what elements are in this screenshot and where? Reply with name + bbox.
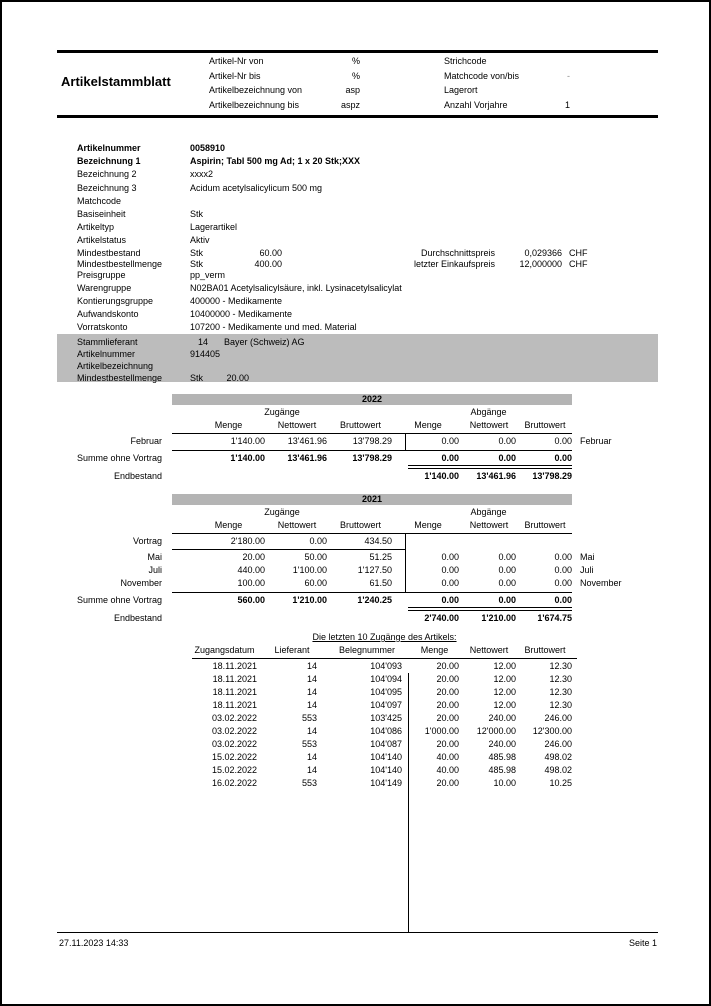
table-cell: 12.30 [549, 674, 572, 684]
table-cell: 0.00 [554, 578, 572, 588]
column-header: Nettowert [469, 645, 509, 655]
detail-label: Bezeichnung 3 [77, 183, 137, 193]
column-header: Belegnummer [338, 645, 396, 655]
table-cell: 0.00 [498, 436, 516, 446]
table-cell-endbestand: 2'740.00 [424, 613, 459, 623]
table-cell-endbestand: 13'461.96 [476, 471, 516, 481]
table-cell: 16.02.2022 [211, 778, 257, 788]
table-cell: 15.02.2022 [211, 765, 257, 775]
table-cell: 553 [301, 739, 317, 749]
table-cell: 104'086 [370, 726, 402, 736]
column-header: Bruttowert [524, 520, 566, 530]
table-cell-sum: 560.00 [237, 595, 265, 605]
qty-value: 400.00 [254, 259, 282, 269]
table-cell: 20.00 [436, 700, 459, 710]
row-label-month: November [120, 578, 162, 588]
table-cell: 20.00 [436, 661, 459, 671]
currency-label: CHF [569, 259, 588, 269]
supplier-artno-label: Artikelnummer [77, 349, 136, 359]
detail-label: Mindestbestand [77, 248, 141, 258]
table-cell: 104'095 [370, 687, 402, 697]
detail-value: Stk [190, 209, 204, 219]
header-bottom-rule [57, 115, 658, 118]
table-cell: 0.00 [441, 436, 459, 446]
table-cell: 12.30 [549, 700, 572, 710]
table-cell: 03.02.2022 [211, 739, 257, 749]
supplier-minorder-label: Mindestbestellmenge [77, 373, 163, 383]
table-cell: 12.00 [493, 674, 516, 684]
column-header: Menge [214, 520, 243, 530]
price-label: Durchschnittspreis [420, 248, 495, 258]
unit-value: Stk [190, 248, 204, 258]
table-cell: 103'425 [370, 713, 402, 723]
table-cell: 12'000.00 [476, 726, 516, 736]
table-cell-sum: 0.00 [498, 453, 516, 463]
table-cell: 0.00 [498, 565, 516, 575]
detail-value: Acidum acetylsalicylicum 500 mg [190, 183, 323, 193]
row-label-endbestand: Endbestand [113, 471, 162, 481]
table-cell-endbestand: 13'798.29 [532, 471, 572, 481]
table-cell: 12.00 [493, 700, 516, 710]
header-top-rule [57, 50, 658, 53]
table-cell: 14 [306, 687, 317, 697]
detail-label: Aufwandskonto [77, 309, 139, 319]
outflow-group-header: Abgänge [470, 407, 507, 417]
table-cell: 1'127.50 [357, 565, 392, 575]
table-cell: 40.00 [436, 765, 459, 775]
month-label-right: Juli [580, 565, 594, 575]
table-cell: 14 [306, 674, 317, 684]
table-cell: 13'798.29 [352, 436, 392, 446]
table-cell-sum: 1'140.00 [230, 453, 265, 463]
table-cell: 2'180.00 [230, 536, 265, 546]
detail-value: Aktiv [190, 235, 210, 245]
outflow-group-header: Abgänge [470, 507, 507, 517]
footer-rule [57, 932, 658, 933]
column-header: Menge [414, 520, 442, 530]
column-header: Nettowert [469, 420, 509, 430]
double-rule [408, 610, 572, 611]
detail-label: Artikelnummer [77, 143, 141, 153]
table-cell: 485.98 [488, 752, 516, 762]
detail-value: xxxx2 [190, 169, 214, 179]
table-cell-sum: 0.00 [441, 595, 459, 605]
year-band: 2022 [172, 394, 572, 405]
filter-value: 1 [564, 99, 570, 110]
table-cell: 246.00 [544, 739, 572, 749]
table-cell: 0.00 [554, 552, 572, 562]
row-label-month: Februar [130, 436, 162, 446]
filter-label: Anzahl Vorjahre [444, 99, 508, 110]
filter-label: Artikel-Nr von [209, 56, 264, 66]
table-cell: 10.25 [549, 778, 572, 788]
unit-value: Stk [190, 259, 204, 269]
detail-label: Mindestbestellmenge [77, 259, 163, 269]
table-cell: 14 [306, 661, 317, 671]
row-label-vortrag: Vortrag [132, 536, 162, 546]
detail-label: Preisgruppe [77, 270, 126, 280]
year-band: 2021 [172, 494, 572, 505]
table-cell-sum: 0.00 [441, 453, 459, 463]
table-cell: 14 [306, 765, 317, 775]
detail-label: Bezeichnung 2 [77, 169, 137, 179]
row-label-month: Mai [147, 552, 162, 562]
table-cell: 13'461.96 [287, 436, 327, 446]
table-cell: 20.00 [436, 739, 459, 749]
column-divider [405, 534, 406, 592]
filter-label: Artikelbezeichnung von [209, 85, 303, 95]
detail-label: Warengruppe [77, 283, 132, 293]
table-cell: 104'087 [370, 739, 402, 749]
table-cell: 240.00 [488, 739, 516, 749]
table-cell-sum: 13'798.29 [352, 453, 392, 463]
table-cell: 104'093 [370, 661, 402, 671]
double-rule [408, 465, 572, 466]
supplier-minorder-qty: 20.00 [226, 373, 249, 383]
filter-label: Matchcode von/bis [444, 70, 520, 81]
table-cell-sum: 1'210.00 [292, 595, 327, 605]
header-rule [172, 433, 572, 434]
detail-label: Bezeichnung 1 [77, 156, 141, 166]
table-cell: 20.00 [436, 687, 459, 697]
table-cell: 12.00 [493, 661, 516, 671]
table-cell: 240.00 [488, 713, 516, 723]
table-cell: 60.00 [304, 578, 327, 588]
detail-label: Artikelstatus [77, 235, 127, 245]
filter-value: % [351, 56, 360, 66]
table-cell: 51.25 [369, 552, 392, 562]
supplier-artno: 914405 [190, 349, 221, 359]
filter-value: % [351, 70, 360, 81]
table-cell: 61.50 [369, 578, 392, 588]
column-header: Bruttowert [339, 420, 381, 430]
supplier-desc-label: Artikelbezeichnung [77, 361, 154, 371]
table-cell: 104'140 [370, 752, 402, 762]
column-header: Zugangsdatum [194, 645, 255, 655]
table-cell: 0.00 [498, 578, 516, 588]
filter-label: Artikel-Nr bis [209, 70, 261, 81]
table-cell: 498.02 [544, 765, 572, 775]
table-cell: 104'140 [370, 765, 402, 775]
table-cell: 246.00 [544, 713, 572, 723]
table-cell: 50.00 [304, 552, 327, 562]
table-cell: 0.00 [554, 565, 572, 575]
column-header: Nettowert [277, 420, 317, 430]
table-cell: 20.00 [436, 713, 459, 723]
table-cell: 0.00 [498, 552, 516, 562]
header-rule [172, 533, 572, 534]
detail-label: Basiseinheit [77, 209, 126, 219]
column-header: Nettowert [277, 520, 317, 530]
table-cell: 485.98 [488, 765, 516, 775]
table-cell: 18.11.2021 [212, 661, 257, 671]
table-cell: 0.00 [309, 536, 327, 546]
detail-value: N02BA01 Acetylsalicylsäure, inkl. Lysinacetylsalicylat [190, 283, 402, 293]
price-value: 0,029366 [524, 248, 562, 258]
last-entries-header-rule [192, 658, 577, 659]
table-cell: 18.11.2021 [212, 674, 257, 684]
detail-value: pp_verm [190, 270, 226, 280]
column-header: Menge [420, 645, 449, 655]
table-cell: 03.02.2022 [211, 713, 257, 723]
column-header: Menge [414, 420, 442, 430]
column-header: Bruttowert [339, 520, 381, 530]
column-header: Lieferant [274, 645, 310, 655]
table-cell: 104'097 [370, 700, 402, 710]
footer-page-number: Seite 1 [628, 938, 657, 948]
detail-label: Kontierungsgruppe [77, 296, 154, 306]
vortrag-rule [172, 549, 405, 550]
table-cell: 12.00 [493, 687, 516, 697]
row-label-endbestand: Endbestand [113, 613, 162, 623]
table-cell: 12.30 [549, 661, 572, 671]
table-cell: 104'094 [370, 674, 402, 684]
supplier-number: 14 [197, 337, 208, 347]
table-cell: 03.02.2022 [211, 726, 257, 736]
detail-label: Vorratskonto [77, 322, 128, 332]
table-cell: 12.30 [549, 687, 572, 697]
table-cell: 0.00 [441, 552, 459, 562]
table-cell: 1'000.00 [424, 726, 459, 736]
table-cell-sum: 0.00 [554, 595, 572, 605]
table-cell: 0.00 [441, 565, 459, 575]
double-rule [408, 468, 572, 469]
footer-datetime: 27.11.2023 14:33 [59, 938, 129, 948]
table-cell-sum: 0.00 [554, 453, 572, 463]
qty-value: 60.00 [259, 248, 282, 258]
table-cell-sum: 13'461.96 [287, 453, 327, 463]
detail-label: Matchcode [77, 196, 122, 206]
double-rule [408, 607, 572, 608]
supplier-label: Stammlieferant [77, 337, 138, 347]
table-cell: 100.00 [237, 578, 265, 588]
filter-label: Artikelbezeichnung bis [209, 99, 300, 110]
filter-value: - [567, 70, 570, 81]
supplier-name: Bayer (Schweiz) AG [224, 337, 305, 347]
detail-value: 107200 - Medikamente und med. Material [190, 322, 357, 332]
row-label-month: Juli [148, 565, 162, 575]
table-cell: 14 [306, 700, 317, 710]
row-label-sum: Summe ohne Vortrag [76, 595, 162, 605]
table-cell: 440.00 [237, 565, 265, 575]
detail-value: Aspirin; Tabl 500 mg Ad; 1 x 20 Stk;XXX [190, 156, 361, 166]
table-cell: 20.00 [436, 778, 459, 788]
supplier-minorder-unit: Stk [190, 373, 204, 383]
column-header: Menge [214, 420, 243, 430]
month-label-right: November [580, 578, 622, 588]
detail-value: 10400000 - Medikamente [190, 309, 293, 319]
table-cell: 12'300.00 [532, 726, 572, 736]
table-cell: 553 [301, 713, 317, 723]
table-cell: 10.00 [493, 778, 516, 788]
currency-label: CHF [569, 248, 588, 258]
detail-value: 400000 - Medikamente [190, 296, 283, 306]
inflow-group-header: Zugänge [264, 407, 300, 417]
table-cell: 1'100.00 [292, 565, 327, 575]
month-label-right: Mai [580, 552, 595, 562]
month-label-right: Februar [580, 436, 612, 446]
filter-label: Strichcode [444, 56, 487, 66]
row-label-sum: Summe ohne Vortrag [76, 453, 162, 463]
table-cell-sum: 0.00 [498, 595, 516, 605]
last-entries-column-divider [408, 673, 409, 932]
table-cell: 20.00 [436, 674, 459, 684]
table-cell: 40.00 [436, 752, 459, 762]
table-cell: 553 [301, 778, 317, 788]
page-title: Artikelstammblatt [61, 74, 171, 89]
table-cell-endbestand: 1'140.00 [424, 471, 459, 481]
table-cell-sum: 1'240.25 [357, 595, 392, 605]
table-cell: 18.11.2021 [212, 700, 257, 710]
filter-value: asp [345, 85, 360, 95]
column-divider [405, 434, 406, 450]
column-header: Nettowert [469, 520, 509, 530]
table-cell: 18.11.2021 [212, 687, 257, 697]
column-header: Bruttowert [524, 420, 566, 430]
filter-label: Lagerort [444, 85, 478, 95]
table-cell: 0.00 [554, 436, 572, 446]
sum-rule [172, 450, 572, 451]
filter-value: aspz [340, 99, 360, 110]
table-cell: 14 [306, 726, 317, 736]
sum-rule [172, 592, 572, 593]
price-value: 12,000000 [519, 259, 562, 269]
table-cell: 1'140.00 [230, 436, 265, 446]
table-cell: 20.00 [242, 552, 265, 562]
last-entries-title: Die letzten 10 Zugänge des Artikels: [312, 632, 457, 642]
table-cell: 498.02 [544, 752, 572, 762]
detail-value: 0058910 [190, 143, 226, 153]
detail-value: Lagerartikel [190, 222, 238, 232]
detail-label: Artikeltyp [77, 222, 115, 232]
table-cell-endbestand: 1'674.75 [537, 613, 572, 623]
table-cell: 15.02.2022 [211, 752, 257, 762]
table-cell-endbestand: 1'210.00 [481, 613, 516, 623]
price-label: letzter Einkaufspreis [413, 259, 495, 269]
inflow-group-header: Zugänge [264, 507, 300, 517]
table-cell: 434.50 [364, 536, 392, 546]
table-cell: 14 [306, 752, 317, 762]
column-header: Bruttowert [524, 645, 566, 655]
table-cell: 104'149 [370, 778, 402, 788]
table-cell: 0.00 [441, 578, 459, 588]
